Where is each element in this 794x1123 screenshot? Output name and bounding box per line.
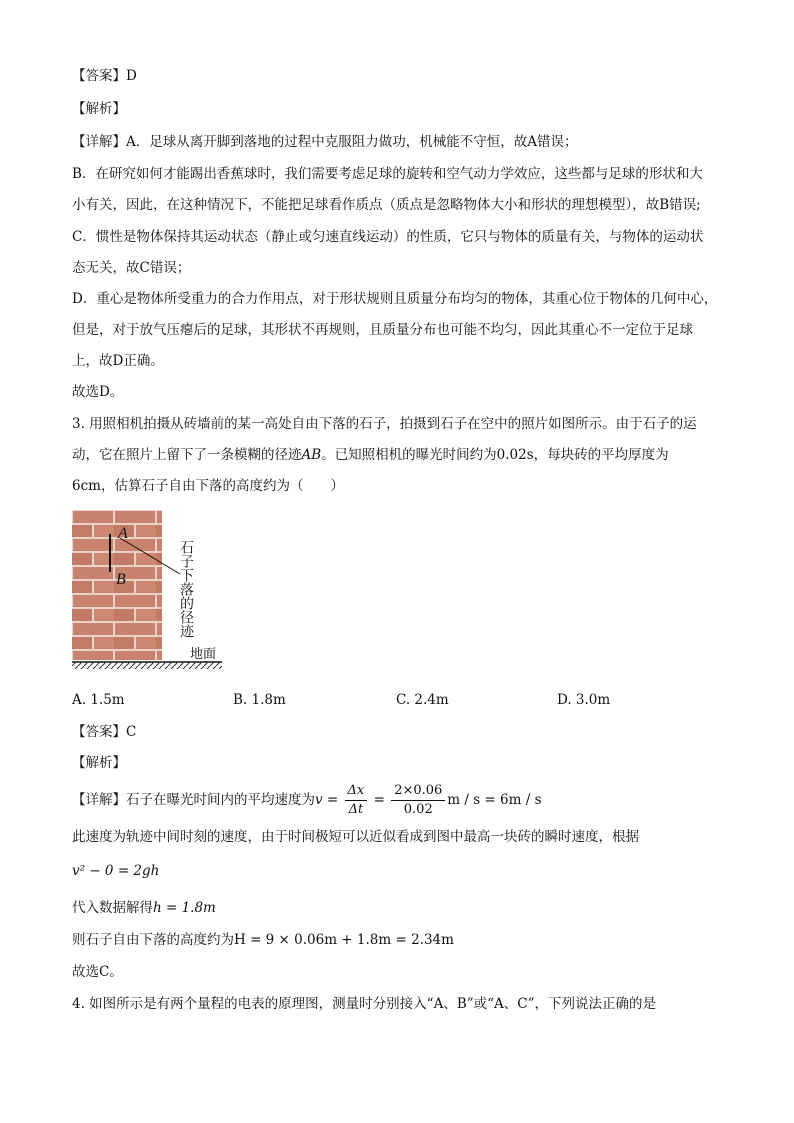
option-d: D. 3.0m <box>557 692 611 708</box>
ground-label: 地面 <box>190 647 217 662</box>
q2-conclusion: 故选D。 <box>72 384 124 400</box>
answer-label: 【答案】 <box>72 68 126 84</box>
q2-detail-line-a <box>72 132 722 152</box>
velocity-result: m / s = 6m / s <box>447 792 542 808</box>
option-b: B. 1.8m <box>233 692 286 708</box>
analysis-label: 【解析】 <box>72 101 126 117</box>
point-a-label: A <box>118 525 128 542</box>
fraction-value-den: 0.02 <box>403 802 433 817</box>
option-a-explanation: A．足球从离开脚到落地的过程中克服阻力做功，机械能不守恒，故A错误； <box>126 134 578 150</box>
q3-height-line <box>72 930 722 950</box>
q3-conclusion: 故选C。 <box>72 964 123 980</box>
substitution-text: 代入数据解得 <box>72 900 153 916</box>
height-result: H = 9 × 0.06m + 1.8m = 2.34m <box>234 932 454 948</box>
q3-stem-2 <box>72 445 722 465</box>
option-c: C. 2.4m <box>396 692 449 708</box>
fraction-delta <box>345 783 368 818</box>
option-d-explanation-1: D．重心是物体所受重力的合力作用点，对于形状规则且质量分布均匀的物体，其重心位于物体的几何中心， <box>72 291 718 307</box>
q2-answer-line <box>72 66 722 86</box>
point-b-label: B <box>116 571 126 588</box>
velocity-symbol: v <box>315 792 323 808</box>
option-c-explanation-2: 态无关，故C错误； <box>72 260 191 276</box>
option-b-explanation-2: 小有关，因此，在这种情况下，不能把足球看作质点（质点是忽略物体大小和形状的理想模型），故B错误; <box>72 197 701 213</box>
option-b-explanation-1: B．在研究如何才能踢出香蕉球时，我们需要考虑足球的旋转和空气动力学效应，这些都与足球的形状和大 <box>72 166 703 182</box>
fraction-delta-num: Δx <box>345 783 368 801</box>
q3-analysis-label <box>72 753 722 773</box>
ground-hatch <box>72 662 222 669</box>
q3-path-ab: AB <box>301 447 322 463</box>
option-c-explanation-1: C．惯性是物体保持其运动状态（静止或匀速直线运动）的性质，它只与物体的质量有关，与物体的运动状 <box>72 229 704 245</box>
q3-stem-2-post: 。已知照相机的曝光时间约为0.02s，每块砖的平均厚度为 <box>321 447 669 463</box>
q3-stem-2-pre: 动，它在照片上留下了一条模糊的径迹 <box>72 447 302 463</box>
kinematics-equation: v² − 0 = 2gh <box>72 863 160 879</box>
detail-label: 【详解】 <box>72 792 126 808</box>
q3-velocity-equation: 【详解】石子在曝光时间内的平均速度为v = $\frac{\Delta x}{\Delta t}$ = $\frac{2\times 0.06}{0.02}$ m / s = 6m / s <box>72 783 542 817</box>
answer-value: C <box>126 724 137 740</box>
q3-speed-explanation: 此速度为轨迹中间时刻的速度，由于时间极短可以近似看成到图中最高一块砖的瞬时速度，根据 <box>72 829 639 845</box>
detail-label: 【详解】 <box>72 134 126 150</box>
answer-value: D <box>126 68 137 84</box>
fraction-value <box>391 783 445 818</box>
trace-caption: 石子下落的径迹 <box>178 540 194 638</box>
brick-wall-svg <box>72 510 222 670</box>
answer-label: 【答案】 <box>72 724 126 740</box>
fraction-delta-den: Δt <box>348 802 364 817</box>
q2-analysis-label <box>72 99 722 119</box>
detail-text: 石子在曝光时间内的平均速度为 <box>126 792 315 808</box>
substitution-result: h = 1.8m <box>153 900 216 916</box>
q3-stem-3: 6cm，估算石子自由下落的高度约为（ ） <box>72 478 344 494</box>
option-d-explanation-2: 但是，对于放气压瘪后的足球，其形状不再规则，且质量分布也可能不均匀，因此其重心不一定位于足球 <box>72 322 693 338</box>
height-text: 则石子自由下落的高度约为 <box>72 932 234 948</box>
fraction-value-num: 2×0.06 <box>391 783 445 801</box>
q3-answer-line <box>72 722 722 742</box>
option-a: A. 1.5m <box>72 692 125 708</box>
q4-stem: 4. 如图所示是有两个量程的电表的原理图，测量时分别接入“A、B”或“A、C”，下列说法正确的是 <box>72 996 657 1012</box>
analysis-label: 【解析】 <box>72 755 126 771</box>
option-d-explanation-3: 上，故D正确。 <box>72 353 164 369</box>
brick-wall-figure <box>72 510 222 670</box>
q3-substitution-line <box>72 898 722 918</box>
q3-stem-1: 3. 用照相机拍摄从砖墙前的某一高处自由下落的石子，拍摄到石子在空中的照片如图所示。由于石子的运 <box>72 416 697 432</box>
